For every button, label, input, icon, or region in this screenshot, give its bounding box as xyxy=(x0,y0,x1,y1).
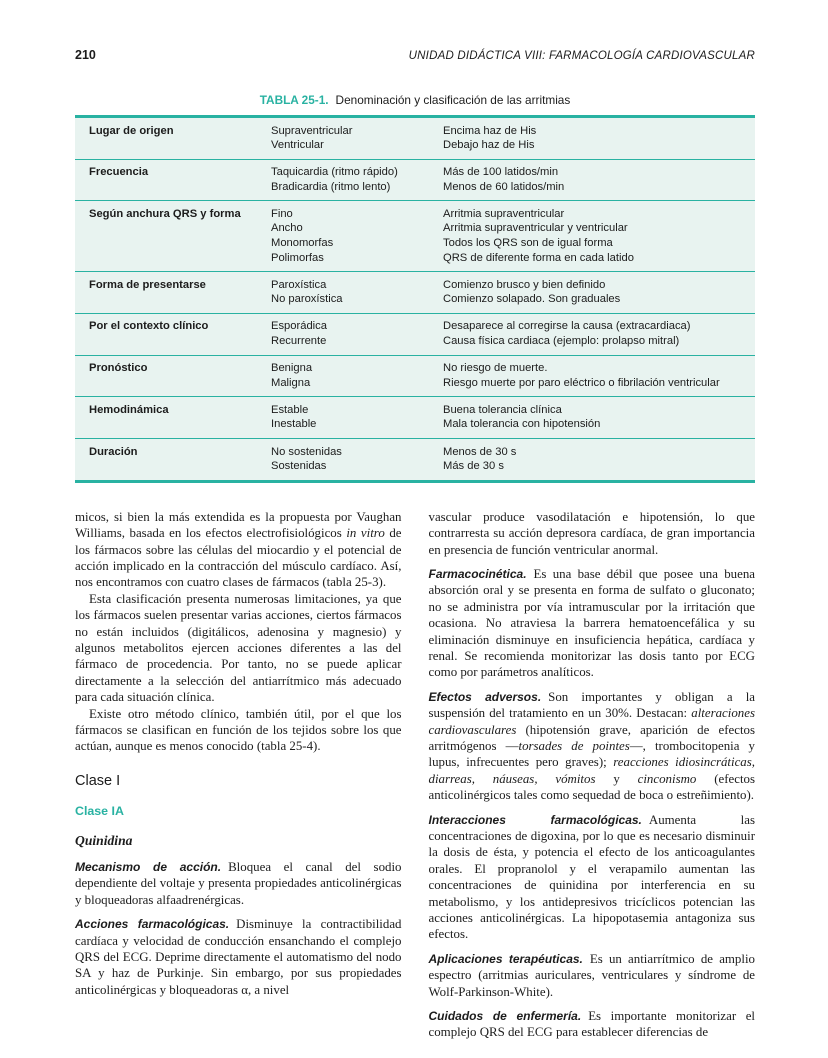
row-description: Menos de 30 s xyxy=(443,445,517,458)
text-run: vascular produce vasodilatación e hipotensión, lo que contrarresta su acción depresora cardíaca, de gran importancia en presencia de función ventricular anormal. xyxy=(428,509,755,557)
row-descriptions xyxy=(443,165,755,194)
row-descriptions xyxy=(443,403,755,432)
running-head: UNIDAD DIDÁCTICA VIII: FARMACOLOGÍA CARDIOVASCULAR xyxy=(408,50,755,62)
row-category: Lugar de origen xyxy=(89,124,174,137)
text-run: Bloquea el canal del sodio dependiente del voltaje y presenta propiedades anticolinérgicas y bloqueadoras alfaadrenérgicas. xyxy=(75,860,402,907)
text-run: reacciones idiosincráticas, diarreas, náuseas, vómitos xyxy=(428,755,755,786)
row-description: Debajo haz de His xyxy=(443,139,535,152)
row-description: Causa física cardiaca (ejemplo: prolapso mitral) xyxy=(443,335,680,348)
row-type: Paroxística xyxy=(271,278,327,291)
row-description: Mala tolerancia con hipotensión xyxy=(443,418,601,431)
table-row xyxy=(75,314,755,356)
row-category: Hemodinámica xyxy=(89,403,169,416)
page-number: 210 xyxy=(75,48,96,62)
paragraph-lead: Acciones farmacológicas. xyxy=(75,917,230,932)
text-run: Esta clasificación presenta numerosas limitaciones, ya que los fármacos suelen presentar varias acciones, ciertos fármacos no están incluidos (digitálicos, adenosina y magnesio) y algunos metabolitos ejercen acciones diferentes a las del fármaco de procedencia. Por tanto, no se puede aplicar directamente a la selección del antiarrítmico más adecuado para cada situación clínica. xyxy=(75,591,402,705)
text-run: torsades de pointes xyxy=(518,738,630,753)
right-column xyxy=(429,509,756,1041)
left-column xyxy=(75,509,402,1041)
row-type: Maligna xyxy=(271,376,311,389)
row-type: Bradicardia (ritmo lento) xyxy=(271,180,391,193)
row-type: Fino xyxy=(271,207,293,220)
row-descriptions xyxy=(443,319,755,348)
table-row xyxy=(75,356,755,398)
row-types xyxy=(271,278,443,307)
text-run: de los fármacos sobre las células del miocardio y el potencial de acción implicado en la contracción del músculo cardíaco. Así, nos encontramos con cuatro clases de fármacos (tabla 25-3). xyxy=(75,526,402,590)
text-run: Es un antiarrítmico de amplio espectro (arritmias auriculares, ventriculares y síndrome de Wolf-Parkinson-White). xyxy=(428,951,755,999)
row-types xyxy=(271,165,443,194)
paragraph xyxy=(75,706,402,755)
row-category: Por el contexto clínico xyxy=(89,320,209,333)
row-description: Comienzo brusco y bien definido xyxy=(443,278,606,291)
paragraph xyxy=(429,812,756,943)
row-descriptions xyxy=(443,124,755,153)
row-category: Frecuencia xyxy=(89,166,149,179)
paragraph xyxy=(429,689,756,804)
paragraph xyxy=(429,509,756,558)
row-type: Taquicardia (ritmo rápido) xyxy=(271,166,398,179)
row-types xyxy=(271,207,443,265)
arrhythmia-classification-table xyxy=(75,115,755,483)
paragraph xyxy=(75,916,402,998)
table-caption xyxy=(75,93,755,107)
row-type: Ventricular xyxy=(271,139,324,152)
paragraph xyxy=(75,591,402,706)
row-types xyxy=(271,319,443,348)
row-description: Más de 30 s xyxy=(443,460,504,473)
table-row xyxy=(75,160,755,202)
text-run: cinconismo xyxy=(637,771,697,786)
row-description: Todos los QRS son de igual forma xyxy=(443,237,613,250)
body-text xyxy=(75,509,755,1041)
section-heading: Clase I xyxy=(75,772,121,789)
row-type: No paroxística xyxy=(271,293,343,306)
row-types xyxy=(271,403,443,432)
paragraph-lead: Aplicaciones terapéuticas. xyxy=(428,951,583,966)
row-descriptions xyxy=(443,445,755,474)
table-label: TABLA 25-1. xyxy=(259,93,329,107)
row-description: Menos de 60 latidos/min xyxy=(443,180,565,193)
row-description: Arritmia supraventricular xyxy=(443,207,565,220)
row-category: Pronóstico xyxy=(89,362,148,375)
paragraph xyxy=(75,509,402,591)
paragraph-lead: Efectos adversos. xyxy=(428,689,542,704)
row-category: Duración xyxy=(89,445,138,458)
table-row xyxy=(75,439,755,480)
paragraph xyxy=(429,951,756,1000)
row-types xyxy=(271,361,443,390)
row-types xyxy=(271,124,443,153)
text-run: Son importantes y obligan a la suspensión del tratamiento en un 30%. Destacan: xyxy=(428,689,755,721)
row-type: Estable xyxy=(271,403,309,416)
row-type: Benigna xyxy=(271,362,313,375)
row-type: Recurrente xyxy=(271,335,327,348)
row-types xyxy=(271,445,443,474)
text-run: alteraciones cardiovasculares xyxy=(428,706,755,737)
text-run: Aumenta las concentraciones de digoxina, por lo que es necesario disminuir la dosis de ésta, y potencia el efecto de los anticoagulantes orales. El propranolol y el verapamilo aumentan las concentraciones de quinidina por interferencia en su metabolismo, y los antidepresivos tricíclicos potencian las acciones anticolinérgicas. La hipopotasemia antagoniza sus efectos. xyxy=(428,812,755,942)
text-run: in vitro xyxy=(346,526,385,541)
row-category: Forma de presentarse xyxy=(89,278,206,291)
row-description: Arritmia supraventricular y ventricular xyxy=(443,222,628,235)
row-type: No sostenidas xyxy=(271,445,342,458)
paragraph xyxy=(75,859,402,908)
row-descriptions xyxy=(443,278,755,307)
text-run: (efectos anticolinérgicos tales como sequedad de boca o estreñimiento). xyxy=(428,771,755,803)
table-row xyxy=(75,397,755,439)
row-descriptions xyxy=(443,361,755,390)
text-run: —, trombocitopenia y lupus, infrecuentes pero graves); xyxy=(428,738,755,770)
text-run: micos, si bien la más extendida es la propuesta por Vaughan Williams, basada en los efectos electrofisiológicos xyxy=(75,509,402,541)
row-type: Ancho xyxy=(271,222,303,235)
paragraph xyxy=(429,1008,756,1041)
table-row xyxy=(75,118,755,160)
text-run: Es importante monitorizar el complejo QRS del ECG para establecer diferencias de xyxy=(428,1009,755,1040)
text-run: Disminuye la contractibilidad cardíaca y velocidad de conducción ensanchando el complejo QRS del ECG. Deprime directamente el automatismo del nodo SA y haz de Purkinje. Sin embargo, por sus propiedades anticolinérgicas y bloqueadoras α, a nivel xyxy=(75,917,402,997)
row-description: Riesgo muerte por paro eléctrico o fibrilación ventricular xyxy=(443,376,720,389)
row-category: Según anchura QRS y forma xyxy=(89,207,241,220)
row-description: Encima haz de His xyxy=(443,124,537,137)
page-header xyxy=(75,48,755,62)
paragraph xyxy=(429,566,756,681)
text-run: Es una base débil que posee una buena absorción oral y se presenta en forma de sulfato o gluconato; no se administra por vía intramuscular por la irritación que ocasiona. No atraviesa la barrera hematoencefálica y su eliminación disminuye en insuficiencia hepática, cardíaca y renal. Se recomienda monitorizar las dosis tanto por ECG como por parámetros analíticos. xyxy=(428,566,755,680)
row-type: Supraventricular xyxy=(271,124,353,137)
paragraph-lead: Cuidados de enfermería. xyxy=(428,1009,582,1024)
table-row xyxy=(75,201,755,272)
table-title-text: Denominación y clasificación de las arritmias xyxy=(335,93,571,107)
row-description: Más de 100 latidos/min xyxy=(443,166,559,179)
paragraph-lead: Interacciones farmacológicas. xyxy=(428,812,642,827)
row-description: QRS de diferente forma en cada latido xyxy=(443,251,634,264)
row-type: Sostenidas xyxy=(271,460,327,473)
row-type: Polimorfas xyxy=(271,251,324,264)
table-row xyxy=(75,272,755,314)
row-type: Monomorfas xyxy=(271,237,334,250)
row-description: No riesgo de muerte. xyxy=(443,362,548,375)
row-description: Comienzo solapado. Son graduales xyxy=(443,293,621,306)
drug-heading: Quinidina xyxy=(75,832,133,848)
text-run: (hipotensión grave, aparición de efectos arritmógenos — xyxy=(428,722,755,753)
text-run: y xyxy=(595,771,638,786)
row-description: Desaparece al corregirse la causa (extracardiaca) xyxy=(443,320,691,333)
paragraph-lead: Farmacocinética. xyxy=(428,566,527,581)
paragraph-lead: Mecanismo de acción. xyxy=(75,860,222,874)
subsection-heading: Clase IA xyxy=(75,804,124,819)
text-run: Existe otro método clínico, también útil, por el que los fármacos se clasifican en función de los tejidos sobre los que actúan, aunque es menos conocido (tabla 25-4). xyxy=(75,706,402,754)
row-description: Buena tolerancia clínica xyxy=(443,403,562,416)
row-type: Inestable xyxy=(271,418,317,431)
row-descriptions xyxy=(443,207,755,265)
row-type: Esporádica xyxy=(271,320,327,333)
